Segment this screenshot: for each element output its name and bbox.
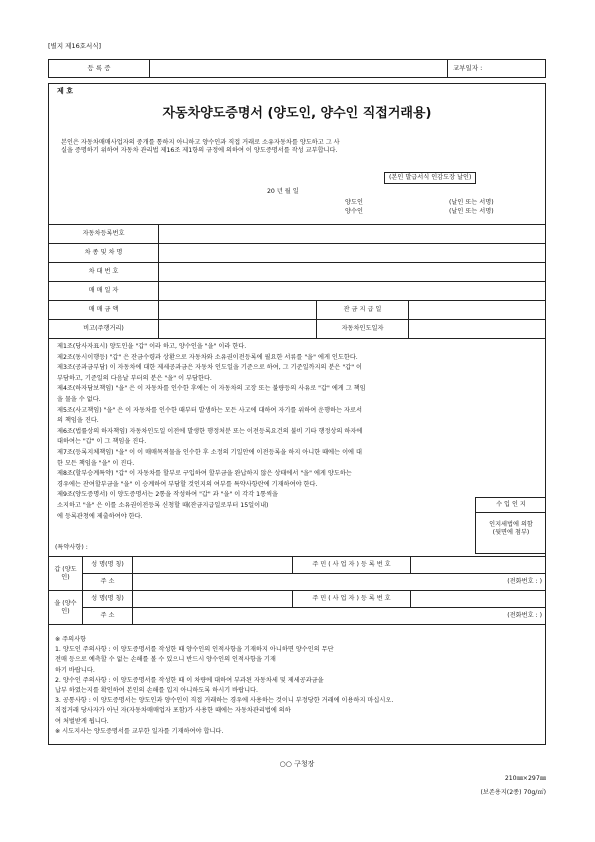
stamp-note: (뒷면에 첨부) [492,528,530,536]
header-row [48,59,546,78]
party-table [48,556,546,625]
vehicle-row-value[interactable] [159,244,546,263]
buyer-sign-label: 양수인 [345,208,363,215]
seller-sign-note: (날인 또는 서명) [449,199,494,206]
vehicle-row-label: 비고(주행거리) [49,320,159,339]
stamp-title: 수 입 인 지 [476,498,546,513]
issue-date-label: 교부일자 : [453,64,483,72]
vehicle-row-value[interactable] [159,320,317,339]
seller-id-label: 주 민 ( 사 업 자 ) 등 록 번 호 [293,557,411,574]
buyer-address-label: 주 소 [83,608,133,625]
form-body [48,83,546,745]
stamp-note: 인지세법에 의함 [489,520,533,528]
vehicle-row-value[interactable] [159,263,546,282]
vehicle-row-label: 차 종 및 차 명 [49,244,159,263]
buyer-phone[interactable]: (전화번호 : ) [133,608,546,625]
seller-sign-label: 양도인 [345,199,363,206]
vehicle-row-label: 차 대 번 호 [49,263,159,282]
revenue-stamp-box [475,497,546,554]
vehicle-row-value[interactable] [159,225,546,244]
contract-terms: 제1조(당사자표시) 양도인을 "갑" 이라 하고, 양수인을 "을" 이라 한다. 제2조(동시이행등) "갑" 은 잔금수령과 상환으로 자동차와 소유권이전등록에 필요한 서류를 "을" 에게 인도한다. 제3조(공과금부담) 이 자동차에 대한 제세공과금은 자동차 인도일을 기준으로 하여, 그 기준일까지의 분은 "갑" 이 부담하고, 기준일의 다음날 부터의 분은 "을" 이 부담한다. 제4조(하자담보책임) "을" 은 이 자동차를 인수한 후에는 이 자동차의 고장 또는 불량등의 사유로 "갑" 에게 그 책임 을 물을 수 없다. 제5조(사고책임) "을" 은 이 자동차를 인수한 때부터 발생하는 모든 사고에 대하여 자기를 위하여 운행하는 자로서 의 책임을 진다. 제6조(법률상의 하자책임) 자동차인도일 이전에 발생한 행정처분 또는 이전등록요건의 불비 기타 행정상의 하자에 대하여는 "갑" 이 그 책임을 진다. 제7조(등록지체책임) "을" 이 이 매매목적물을 인수한 후 소정의 기일안에 이전등록을 하지 아니한 때에는 이에 대 한 모든 책임을 "을" 이 진다. 제8조(할부승계특약) "갑" 이 자동차를 할부로 구입하여 할부금을 완납하지 않은 상태에서 "을" 에게 양도하는 경우에는 잔여할부금을 "을" 이 승계하여 부담할 것인지의 여부를 특약사항란에 기재하여야 한다. 제9조(양도증명서) 이 양도증명서는 2통을 작성하여 "갑" 과 "을" 이 각각 1통씩을 소지하고 "을" 은 이를 소유권이전등록 신청할 때(잔금지급일로부터 15일이내) 에 등록관청에 제출하여야 한다. [57,343,366,520]
paper-type: (보존용지(2종) 70g/㎡) [480,789,546,796]
seller-name-label: 성 명(명 칭) [83,557,133,574]
seller-id-value[interactable] [411,557,546,574]
delivery-date-value[interactable] [409,320,546,339]
seal-note: (본인 발급서식 인감도장 날인) [384,172,476,184]
buyer-sign-note: (날인 또는 서명) [449,208,494,215]
vehicle-table [48,224,546,339]
intro-text: 본인은 자동차매매사업자의 중개를 통하지 아니하고 양수인과 직접 거래로 소유자동차를 양도하고 그 사 실을 증명하기 위하여 자동차 관리법 제16조 제1항의 규정에 의하여 이 양도증명서를 작성 교부합니다. [61,139,340,154]
vehicle-row-value[interactable] [159,301,317,320]
form-number: [별지 제16호서식] [48,42,102,50]
date-line: 20 년 월 일 [267,188,299,195]
buyer-id-value[interactable] [411,591,546,608]
notes-title: ※ 주의사항 [55,636,87,643]
paper-size: 210㎜×297㎜ [504,775,546,782]
page-title: 자동차양도증명서 (양도인, 양수인 직접거래용) [162,106,432,121]
balance-date-label: 잔 금 지 급 일 [317,301,409,320]
notes: ※ 주의사항 1. 양도인 주의사항 : 이 양도증명서를 작성한 때 양수인의 인적사항을 기재하지 아니하면 양수인의 무단 전매 등으로 예측할 수 없는 손해를 볼 수 있으니 반드시 양수인의 인적사항을 기재 하기 바랍니다. 2. 양수인 주의사항 : 이 양도증명서를 작성한 때 이 차량에 대하여 부과된 자동차세 및 제세공과금을 납부 하였는지를 확인하여 본인의 손해를 입지 아니하도록 하시기 바랍니다. 3. 공통사항 : 이 양도증명서는 양도인과 양수인이 직접 거래하는 경우에 사용하는 것이니 부정당한 거래에 이용하지 마십시오. 직접거래 당사자가 아닌 자(자동차매매업자 포함)가 사용한 때에는 자동차관리법에 의하 여 처벌받게 됩니다. ※ 시도지사는 양도증명서를 교부한 일자를 기재하여야 합니다. [55,635,541,737]
buyer-label: 을 (양수인) [49,591,83,625]
delivery-date-label: 자동차인도일자 [317,320,409,339]
buyer-name-value[interactable] [133,591,293,608]
special-terms-label: (특약사항) : [55,544,88,551]
seller-address-label: 주 소 [83,574,133,591]
buyer-id-label: 주 민 ( 사 업 자 ) 등 록 번 호 [293,591,411,608]
seller-name-value[interactable] [133,557,293,574]
vehicle-row-label: 매 매 금 액 [49,301,159,320]
balance-date-value[interactable] [409,301,546,320]
reg-no-label: 등 록 증 [87,64,111,72]
buyer-name-label: 성 명(명 칭) [83,591,133,608]
doc-no-label: 제 호 [57,87,73,95]
vehicle-row-label: 자동차등록번호 [49,225,159,244]
vehicle-row-label: 매 매 일 자 [49,282,159,301]
vehicle-row-value[interactable] [159,282,546,301]
issuing-authority: ○○ 구청장 [279,760,315,768]
seller-label: 갑 (양도인) [49,557,83,591]
seller-phone[interactable]: (전화번호 : ) [133,574,546,591]
